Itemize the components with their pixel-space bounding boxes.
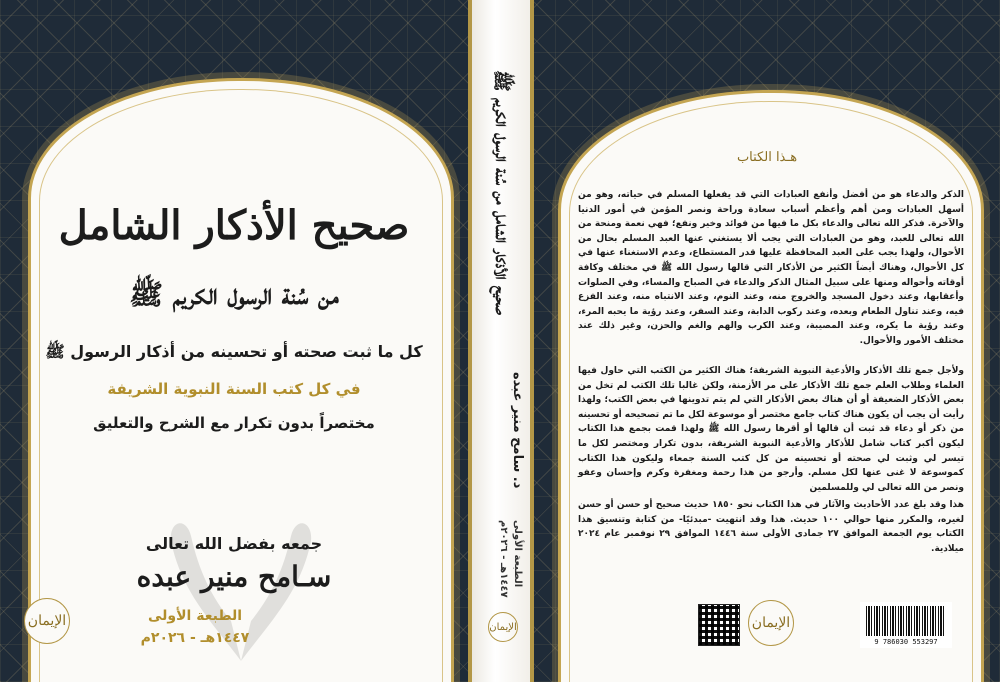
- book-subtitle: من سُنة الرسول الكريم ﷺ: [129, 278, 339, 311]
- spine-edition: الطبعة الأولى: [512, 520, 523, 588]
- spine-logo-icon: [488, 612, 518, 642]
- spine-edition-date: ١٤٤٧هـ - ٢٠٢٦م: [498, 520, 509, 598]
- book-title: صحيح الأذكار الشامل: [58, 202, 410, 249]
- isbn-number: 9 786030 553297: [874, 638, 938, 646]
- edition-label: الطبعة الأولى: [147, 608, 243, 624]
- back-cover: [534, 0, 1000, 682]
- about-heading: هـذا الكتاب: [736, 150, 798, 165]
- spine-title: صحيح الأذكار الشامل من سُنة الرسول الكريم ﷺ: [491, 70, 512, 316]
- description-line-3: مختصراً بدون تكرار مع الشرح والتعليق: [93, 414, 375, 432]
- spine-author: د. سامح منير عبده: [510, 372, 525, 489]
- back-paragraph-2: ولأجل جمع تلك الأذكار والأدعية النبوية الشريفة؛ هناك الكثير من الكتب التي حاول فيها العلماء وطلاب العلم جمع تلك الأذكار على مر الأزمنة، ولكن غالبا تلك الكتب لم تخل من بعض الأذكار الضعيفة أو أن هناك بعض الأذكار التي لم يتم تدوينها في بعض الكتب؛ ولهذا رأيت أن يجب أن يكون هناك كتاب جامع مختصر أو موسوعة لكل ما تم تصحيحه أو تحسينه من ذكر أو دعاء قد ثبت أن قالها أو أقرها رسول الله ﷺ ولهذا قمت بجمع هذا الكتاب ليكون أكبر كتاب شامل للأذكار والأدعية النبوية الشريفة، بدون تكرار ومختصر لكل ما تيسر لي وثبت لي صحته أو تحسينه من كل كتب السنة جمعاء وليكون هذا الكتاب كموسوعة لا غنى عنها لكل مسلم. وأرجو من هذا رحمة ومغفرة وكرم وإحسان وعفو ونصر من الله تعالى لي وللمسلمين: [578, 366, 964, 493]
- edition-date: ١٤٤٧هـ - ٢٠٢٦م: [140, 630, 250, 646]
- back-paragraph-3: هذا وقد بلغ عدد الأحاديث والآثار في هذا الكتاب نحو ١٨٥٠ حديث صحيح أو حسن أو حسن لغيره، والمكرر منها حوالي ١٠٠ حديث. هذا وقد انتهيت -مبدئيًا- من كتابة وتنسيق هذا الكتاب يوم الجمعة الموافق ٢٧ جمادى الأولى سنة ١٤٤٦ الموافق ٢٩ نوفمبر عام ٢٠٢٤ ميلادية.: [578, 500, 965, 554]
- spine-logo-text: الإيمان: [489, 621, 517, 633]
- isbn-barcode: [860, 602, 952, 648]
- publisher-logo-text: الإيمان: [27, 613, 67, 629]
- front-cover: [0, 0, 468, 682]
- gathered-by-label: جمعه بفضل الله تعالى: [145, 534, 323, 553]
- publisher-logo-icon: [24, 598, 70, 644]
- barcode-bars: [866, 606, 946, 636]
- back-logo-text: الإيمان: [751, 615, 791, 631]
- author-name: سـامح منير عبده: [136, 560, 332, 593]
- back-paragraph-1: الذكر والدعاء هو من أفضل وأنفع العبادات التي قد يفعلها المسلم في حياته، وهو من أسهل العبادات ومن أهم وأعظم أسباب سعادة وراحة ونصر المؤمن في أمور الدنيا والآخرة. فذكر الله تعالى والدعاء بكل ما فيها من فوائد وخير ونفع؛ فهي نعمة ومنحة من الله تعالى للعبد، وهو من العبادات التي يجب ألا يستغني عنها العبد المسلم بحال من الأحوال، ولهذا يجب على العبد المحافظة عليها قدر المستطاع، وعدم الاستغناء عنها في كل الأحوال، وهناك أيضاً الكثير من الأذكار التي قالها رسول الله ﷺ في مختلف وكافة أوقاته وأحواله ومنها على سبيل المثال الذكر والدعاء في الصباح والمساء، وفي الصلوات وأعقابها، وعند دخول المسجد والخروج منه، وعند النوم، وعند الانتباه منه، وعند الفزع فيه، وعند تناول الطعام وبعده، وعند ركوب الدابة، وعند السفر، وعند رؤية ما يحبه المرء، وعند رؤية ما يكره، وعند المصيبة، وعند الكرب والهم والغم والحزن، وغير ذلك عند مختلف الأمور والأحوال.: [578, 190, 964, 346]
- qr-code-icon: [698, 604, 740, 646]
- description-line-1: كل ما ثبت صحته أو تحسينه من أذكار الرسول ﷺ: [45, 342, 423, 361]
- book-spine: [468, 0, 534, 682]
- back-publisher-logo-icon: [748, 600, 794, 646]
- description-line-2: في كل كتب السنة النبوية الشريفة: [107, 380, 361, 398]
